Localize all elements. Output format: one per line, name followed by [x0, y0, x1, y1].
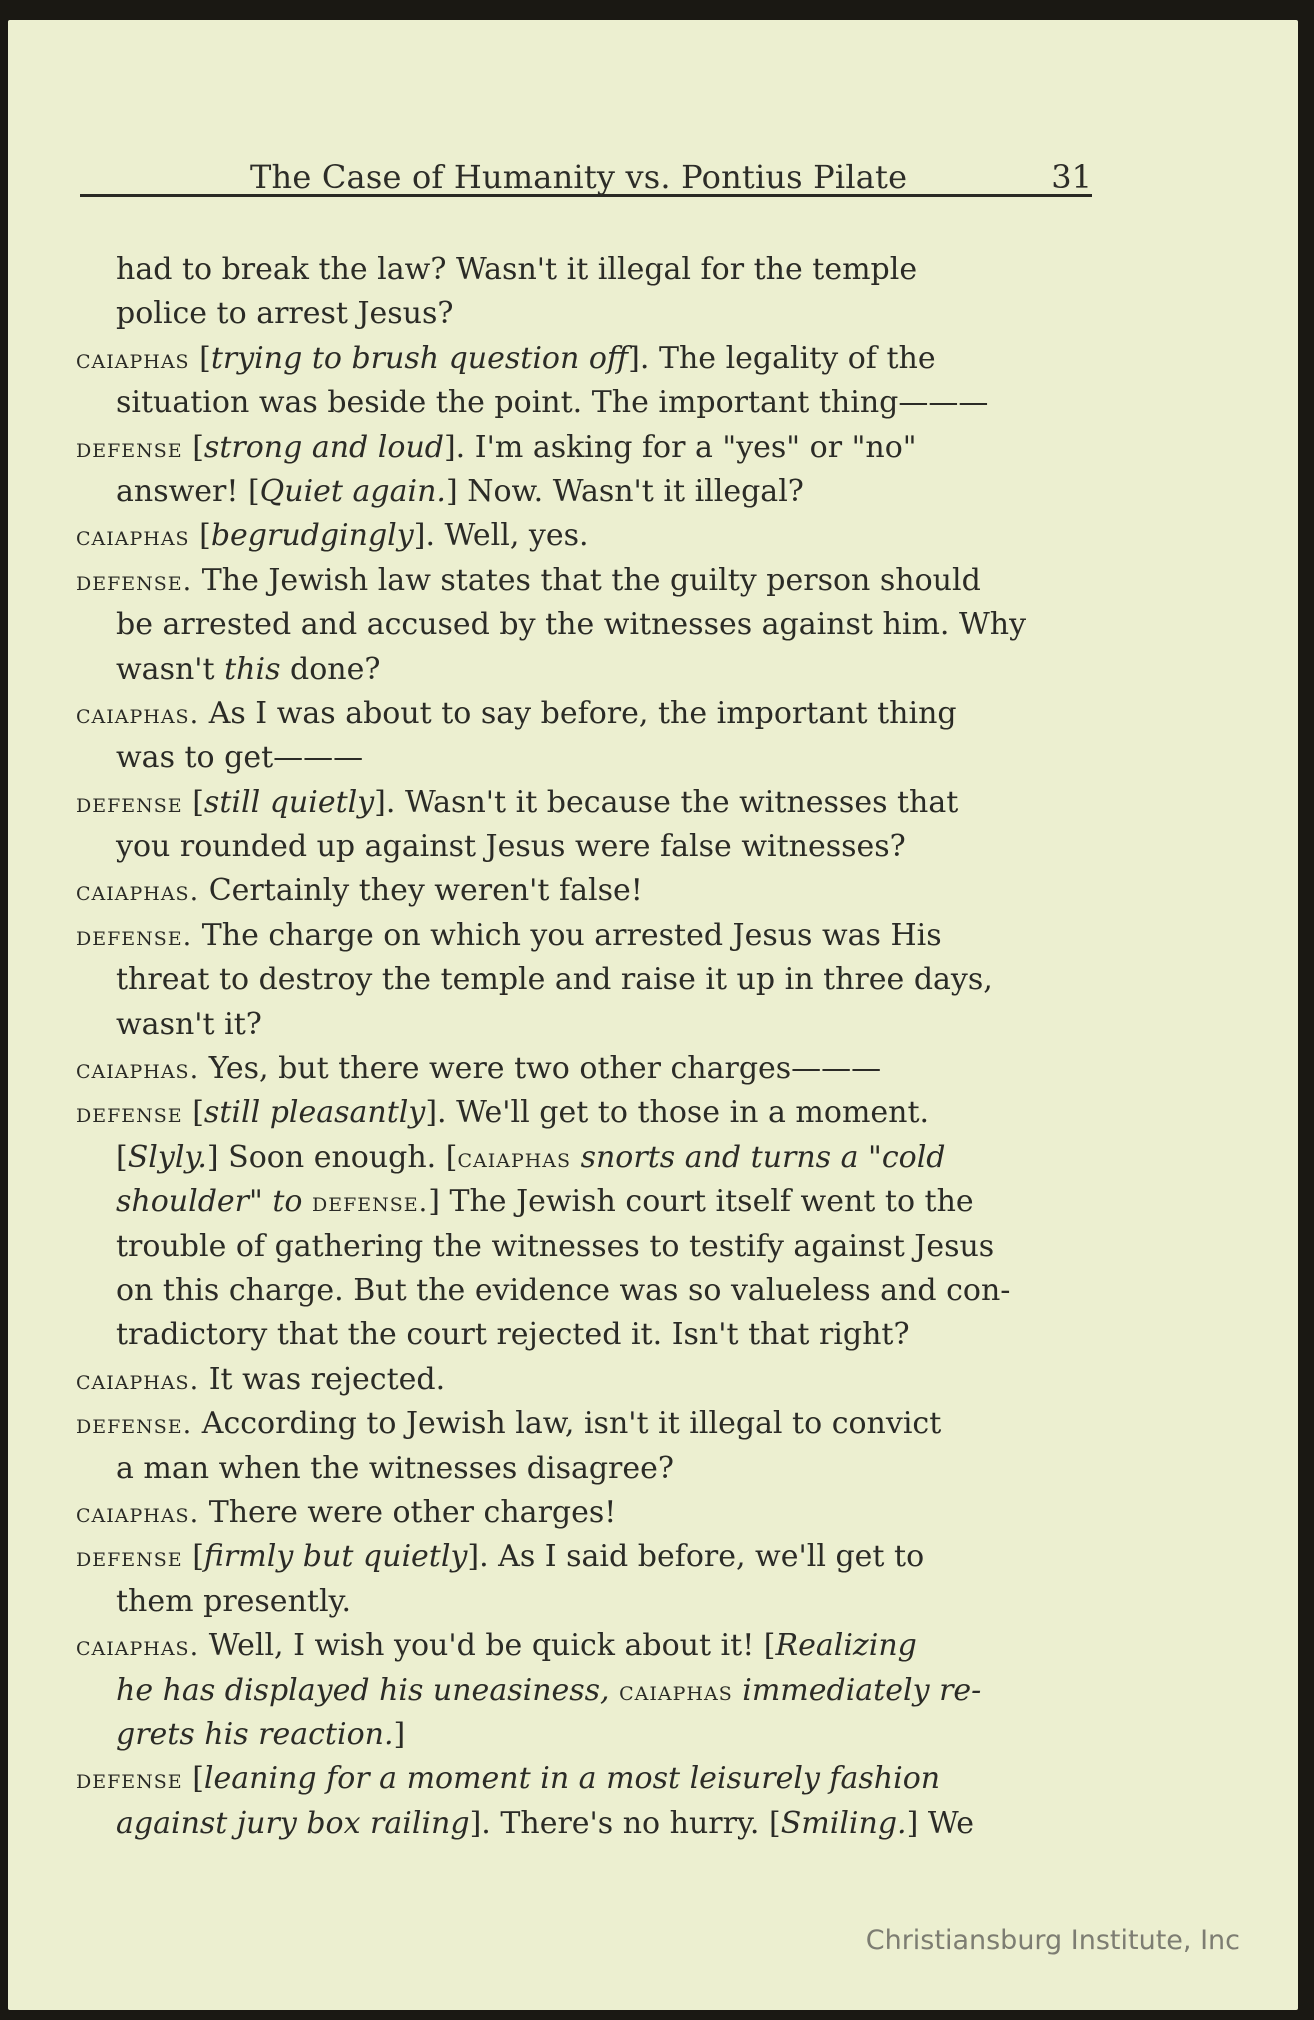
dialogue-text: [	[182, 1539, 204, 1575]
text-line	[76, 825, 1094, 869]
text-line	[76, 1580, 1094, 1624]
dialogue-text: police to arrest Jesus?	[116, 296, 454, 332]
running-title: The Case of Humanity vs. Pontius Pilate	[250, 158, 908, 196]
speaker-name: defense	[76, 1764, 183, 1796]
dialogue-text: done?	[280, 651, 381, 687]
speaker-name: caiaphas	[76, 521, 190, 553]
stage-direction: still pleasantly	[203, 1095, 426, 1131]
dialogue-text: tradictory that the court rejected it. Isn't that right?	[116, 1317, 910, 1353]
dialogue-text: ] Now. Wasn't it illegal?	[445, 473, 804, 509]
dialogue-text: ]. Wasn't it because the witnesses that	[374, 784, 959, 820]
text-line	[76, 470, 1094, 514]
dialogue-text: The Jewish law states that the guilty person should	[192, 562, 981, 598]
text-line	[76, 648, 1094, 692]
dialogue-text: a man when the witnesses disagree?	[116, 1450, 674, 1486]
text-line	[76, 1713, 1094, 1757]
text-line	[76, 559, 1094, 603]
text-line	[76, 958, 1094, 1002]
speaker-name: caiaphas.	[76, 1631, 200, 1663]
dialogue-text: [	[182, 1761, 204, 1797]
dialogue-text: [	[182, 784, 204, 820]
text-line	[76, 1757, 1094, 1801]
speaker-name: caiaphas.	[76, 1497, 200, 1529]
stage-direction: snorts and turns a "cold	[571, 1139, 946, 1175]
dialogue-text: ]. We'll get to those in a moment.	[425, 1095, 930, 1131]
stage-direction: he has displayed his uneasiness,	[116, 1672, 620, 1708]
text-line	[76, 514, 1094, 558]
text-line	[76, 1535, 1094, 1579]
stage-direction: trying to brush question off	[210, 340, 629, 376]
dialogue-text: ] The Jewish court itself went to the	[428, 1184, 974, 1220]
dialogue-text: According to Jewish law, isn't it illegal to convict	[192, 1406, 942, 1442]
text-line	[76, 248, 1094, 292]
running-header	[80, 138, 1092, 197]
text-line	[76, 1802, 1094, 1846]
speaker-name: defense.	[76, 565, 193, 597]
dialogue-text: wasn't it?	[116, 1006, 262, 1042]
text-line	[76, 692, 1094, 736]
text-line	[76, 1624, 1094, 1668]
dialogue-text: them presently.	[116, 1583, 352, 1619]
stage-direction: firmly but quietly	[203, 1539, 468, 1575]
dialogue-text: ] We	[906, 1805, 974, 1841]
text-line	[76, 781, 1094, 825]
dialogue-text: [	[182, 429, 204, 465]
speaker-name: caiaphas.	[76, 876, 200, 908]
text-line	[76, 1136, 1094, 1180]
dialogue-text: ]. As I said before, we'll get to	[467, 1539, 925, 1575]
script-text-block	[76, 248, 1094, 1846]
dialogue-text: It was rejected.	[199, 1361, 446, 1397]
dialogue-text: had to break the law? Wasn't it illegal for the temple	[116, 252, 918, 287]
speaker-name: caiaphas.	[76, 698, 200, 730]
speaker-name: defense.	[76, 920, 193, 952]
dialogue-text: threat to destroy the temple and raise it up in three days,	[116, 962, 993, 998]
text-line	[76, 1047, 1094, 1091]
dialogue-text: [	[189, 340, 211, 376]
speaker-name: caiaphas.	[76, 1364, 200, 1396]
text-line	[76, 337, 1094, 381]
text-line	[76, 1003, 1094, 1047]
dialogue-text: ]. Well, yes.	[413, 518, 589, 554]
dialogue-text: ]	[393, 1716, 406, 1752]
stage-direction: against jury box railing	[116, 1805, 470, 1841]
text-line	[76, 1491, 1094, 1535]
stage-direction: Slyly.	[127, 1139, 207, 1175]
dialogue-text: situation was beside the point. The important thing———	[116, 385, 989, 421]
speaker-name: caiaphas.	[76, 1054, 200, 1086]
text-line	[76, 603, 1094, 647]
text-line	[76, 1269, 1094, 1313]
stage-direction: this	[224, 651, 281, 687]
speaker-name: defense	[76, 787, 183, 819]
dialogue-text: ]. I'm asking for a "yes" or "no"	[443, 429, 917, 465]
stage-direction: grets his reaction.	[116, 1716, 394, 1752]
text-line	[76, 1402, 1094, 1446]
stage-direction: begrudgingly	[210, 518, 414, 554]
stage-direction: leaning for a moment in a most leisurely fashion	[203, 1761, 941, 1797]
text-line	[76, 292, 1094, 336]
dialogue-text: As I was about to say before, the important thing	[199, 695, 957, 731]
dialogue-text: [	[116, 1139, 128, 1175]
speaker-name: caiaphas	[76, 343, 190, 375]
dialogue-text: Well, I wish you'd be quick about it! [	[199, 1628, 776, 1664]
text-line	[76, 1313, 1094, 1357]
dialogue-text: ] Soon enough. [	[206, 1139, 458, 1175]
book-page	[8, 20, 1298, 2010]
stage-direction: Smiling.	[780, 1805, 907, 1841]
dialogue-text: [	[189, 518, 211, 554]
dialogue-text: ]. The legality of the	[628, 340, 936, 376]
speaker-name: caiaphas	[619, 1675, 733, 1707]
dialogue-text: wasn't	[116, 651, 225, 687]
speaker-name: defense.	[76, 1409, 193, 1441]
dialogue-text: There were other charges!	[199, 1494, 617, 1530]
speaker-name: caiaphas	[457, 1142, 572, 1174]
speaker-name: defense.	[311, 1187, 429, 1219]
text-line	[76, 1358, 1094, 1402]
dialogue-text: trouble of gathering the witnesses to testify against Jesus	[116, 1228, 995, 1264]
dialogue-text: [	[182, 1095, 204, 1131]
stage-direction: Quiet again.	[259, 473, 446, 509]
dialogue-text: ]. There's no hurry. [	[469, 1805, 781, 1841]
dialogue-text: be arrested and accused by the witnesses against him. Why	[116, 607, 1027, 643]
text-line	[76, 736, 1094, 780]
stage-direction: still quietly	[203, 784, 375, 820]
text-line	[76, 381, 1094, 425]
page-number: 31	[1051, 158, 1092, 196]
dialogue-text: was to get———	[116, 740, 364, 776]
text-line	[76, 1669, 1094, 1713]
watermark: Christiansburg Institute, Inc	[865, 1925, 1240, 1956]
text-line	[76, 1091, 1094, 1135]
stage-direction: immediately re-	[732, 1672, 982, 1708]
dialogue-text: on this charge. But the evidence was so valueless and con-	[116, 1272, 1011, 1308]
stage-direction: strong and loud	[203, 429, 444, 465]
text-line	[76, 426, 1094, 470]
text-line	[76, 1225, 1094, 1269]
text-line	[76, 914, 1094, 958]
dialogue-text: Certainly they weren't false!	[199, 873, 643, 909]
text-line	[76, 869, 1094, 913]
text-line	[76, 1447, 1094, 1491]
speaker-name: defense	[76, 1542, 183, 1574]
speaker-name: defense	[76, 1098, 183, 1130]
dialogue-text: you rounded up against Jesus were false witnesses?	[116, 829, 906, 865]
dialogue-text: answer! [	[116, 473, 260, 509]
speaker-name: defense	[76, 432, 183, 464]
dialogue-text: Yes, but there were two other charges———	[199, 1051, 882, 1087]
stage-direction: Realizing	[775, 1628, 917, 1664]
stage-direction: shoulder" to	[116, 1184, 312, 1220]
text-line	[76, 1180, 1094, 1224]
dialogue-text: The charge on which you arrested Jesus was His	[192, 917, 942, 953]
